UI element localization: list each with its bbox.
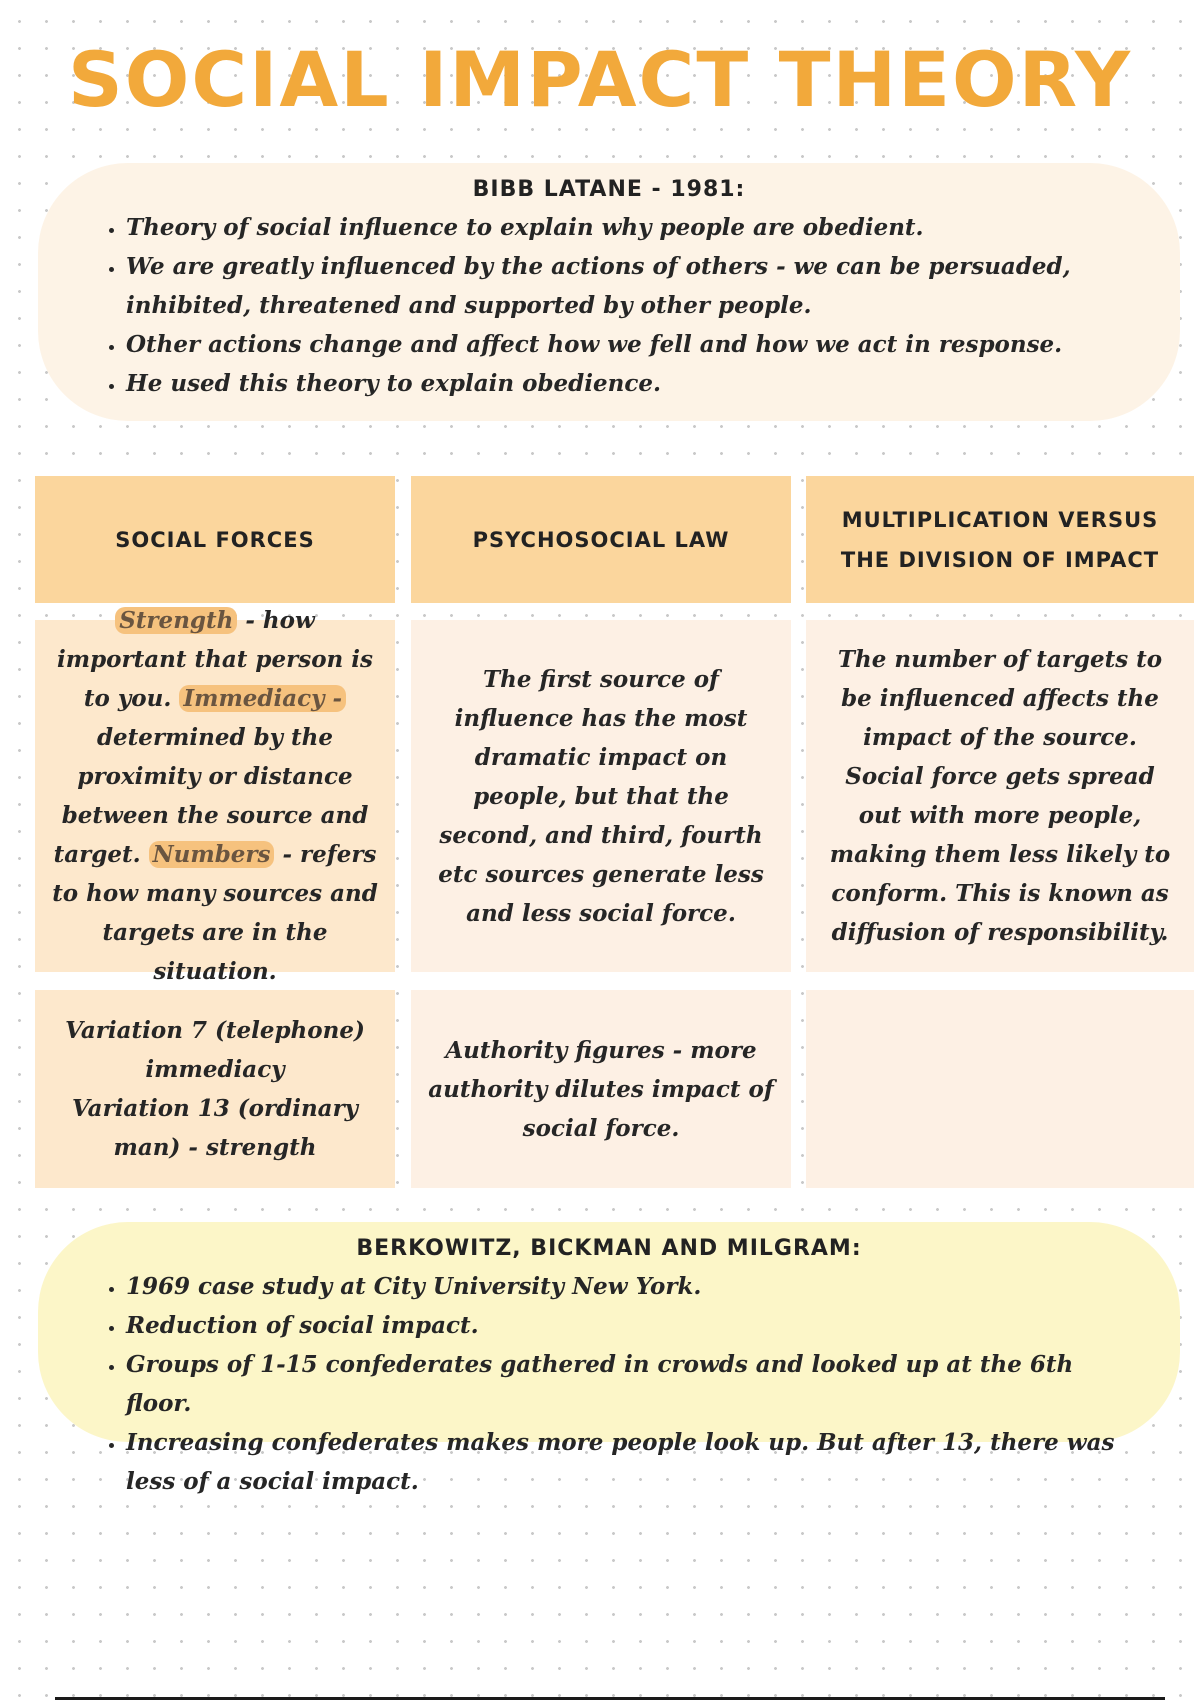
psychosocial-law-text: The first source of influence has the most dramatic impact on people, but that the second, and third, fourth etc sources generate less and less social force.	[438, 665, 764, 927]
psychosocial-law-cell	[411, 620, 791, 972]
list-item: • Groups of 1-15 confederates gathered in crowds and looked up at the 6th floor.	[126, 1345, 1120, 1423]
list-item: • Other actions change and affect how we fell and how we act in response.	[126, 325, 1120, 364]
intro-heading: BIBB LATANE - 1981:	[472, 177, 746, 202]
social-forces-cell	[35, 607, 395, 985]
list-item: • Increasing confederates makes more people look up. But after 13, there was less of a social impact.	[126, 1423, 1120, 1501]
study-panel	[38, 1222, 1180, 1495]
list-item: • He used this theory to explain obedience.	[126, 364, 1120, 403]
multiplication-cell	[806, 620, 1194, 972]
numbers-highlight: Numbers	[149, 841, 275, 868]
intro-panel	[38, 163, 1180, 421]
example-variation-13: Variation 13 (ordinary man) - strength	[71, 1095, 359, 1161]
intro-list	[98, 208, 1120, 403]
list-item: • Theory of social influence to explain why people are obedient.	[126, 208, 1120, 247]
study-list	[98, 1267, 1120, 1501]
list-item: • 1969 case study at City University New York.	[126, 1267, 1120, 1306]
strength-definition: - how important that person is to you.	[57, 607, 373, 712]
multiplication-text: The number of targets to be influenced affects the impact of the source. Social force gets spread out with more people, making them less likely to conform. This is known as diffusion of responsibility.	[829, 646, 1171, 946]
header-psychosocial-law: PSYCHOSOCIAL LAW	[411, 476, 791, 603]
header-social-forces: SOCIAL FORCES	[35, 476, 395, 603]
example-authority-figures: Authority figures - more authority dilutes impact of social force.	[428, 1036, 774, 1142]
study-heading: BERKOWITZ, BICKMAN AND MILGRAM:	[356, 1236, 862, 1261]
numbers-definition: - refers to how many sources and targets are in the situation.	[52, 841, 378, 985]
list-item: • We are greatly influenced by the actions of others - we can be persuaded, inhibited, threatened and supported by other people.	[126, 247, 1120, 325]
multiplication-examples-cell	[806, 990, 1194, 1188]
social-forces-text	[49, 601, 381, 991]
header-multiplication-division: MULTIPLICATION VERSUS THE DIVISION OF IMPACT	[806, 476, 1194, 603]
psychosocial-examples-cell	[411, 990, 791, 1188]
immediacy-highlight: Immediacy -	[179, 685, 346, 712]
social-forces-examples-cell	[35, 990, 395, 1188]
immediacy-definition: determined by the proximity or distance between the source and target.	[53, 724, 369, 868]
example-variation-7: Variation 7 (telephone) immediacy	[65, 1017, 365, 1083]
strength-highlight: Strength	[115, 607, 237, 634]
page-title: SOCIAL IMPACT THEORY	[68, 35, 1132, 124]
list-item: • Reduction of social impact.	[126, 1306, 1120, 1345]
